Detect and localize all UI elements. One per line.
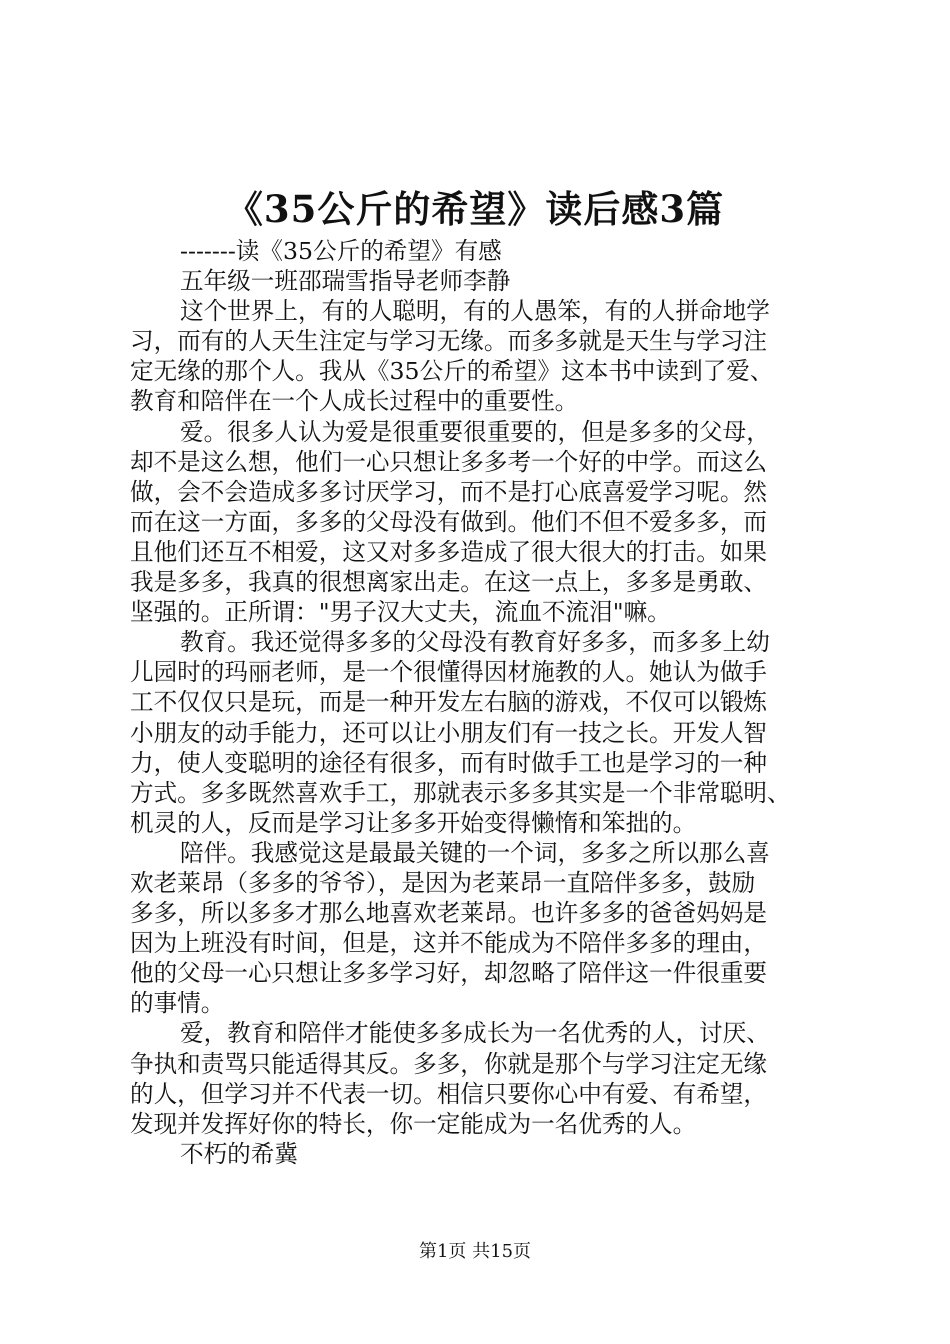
paragraph-line: 欢老莱昂（多多的爷爷），是因为老莱昂一直陪伴多多，鼓励 bbox=[130, 868, 756, 897]
paragraph-companionship bbox=[130, 838, 830, 1019]
paragraph-line: 习，而有的人天生注定与学习无缘。而多多就是天生与学习注 bbox=[130, 327, 768, 356]
paragraph-line: 机灵的人，反而是学习让多多开始变得懒惰和笨拙的。 bbox=[130, 808, 697, 837]
document-body bbox=[130, 236, 830, 1169]
paragraph-line: 而在这一方面，多多的父母没有做到。他们不但不爱多多，而 bbox=[130, 507, 768, 536]
paragraph-intro bbox=[130, 296, 830, 416]
paragraph-line: 做，会不会造成多多讨厌学习，而不是打心底喜爱学习呢。然 bbox=[130, 477, 768, 506]
paragraph-line: 的事情。 bbox=[130, 989, 225, 1018]
paragraph-line: 的人，但学习并不代表一切。相信只要你心中有爱、有希望， bbox=[130, 1079, 768, 1108]
byline: 五年级一班邵瑞雪指导老师李静 bbox=[180, 267, 511, 296]
paragraph-line: 坚强的。正所谓："男子汉大丈夫，流血不流泪"嘛。 bbox=[130, 598, 671, 627]
section-heading: 不朽的希冀 bbox=[180, 1139, 298, 1168]
paragraph-line: 教育和陪伴在一个人成长过程中的重要性。 bbox=[130, 387, 579, 416]
paragraph-line: 我是多多，我真的很想离家出走。在这一点上，多多是勇敢、 bbox=[130, 568, 768, 597]
paragraph-line: 发现并发挥好你的特长，你一定能成为一名优秀的人。 bbox=[130, 1109, 697, 1138]
paragraph-line: 力，使人变聪明的途径有很多，而有时做手工也是学习的一种 bbox=[130, 748, 768, 777]
paragraph-line: 方式。多多既然喜欢手工，那就表示多多其实是一个非常聪明、 bbox=[130, 778, 791, 807]
document-title: 《35公斤的希望》读后感3篇 bbox=[225, 187, 725, 231]
paragraph-education bbox=[130, 627, 830, 838]
paragraph-love bbox=[130, 417, 830, 628]
paragraph-line: 爱，教育和陪伴才能使多多成长为一名优秀的人，讨厌、 bbox=[180, 1019, 770, 1048]
paragraph-line: 争执和责骂只能适得其反。多多，你就是那个与学习注定无缘 bbox=[130, 1049, 768, 1078]
paragraph-line: 却不是这么想，他们一心只想让多多考一个好的中学。而这么 bbox=[130, 447, 768, 476]
paragraph-line: 小朋友的动手能力，还可以让小朋友们有一技之长。开发人智 bbox=[130, 718, 768, 747]
paragraph-line: 陪伴。我感觉这是最最关键的一个词，多多之所以那么喜 bbox=[180, 838, 770, 867]
paragraph-conclusion bbox=[130, 1018, 830, 1138]
paragraph-line: 儿园时的玛丽老师，是一个很懂得因材施教的人。她认为做手 bbox=[130, 658, 768, 687]
paragraph-line: 爱。很多人认为爱是很重要很重要的，但是多多的父母， bbox=[180, 417, 770, 446]
paragraph-line: 这个世界上，有的人聪明，有的人愚笨，有的人拼命地学 bbox=[180, 297, 770, 326]
paragraph-line: 多多，所以多多才那么地喜欢老莱昂。也许多多的爸爸妈妈是 bbox=[130, 899, 768, 928]
paragraph-line: 定无缘的那个人。我从《35公斤的希望》这本书中读到了爱、 bbox=[130, 357, 774, 386]
page-number: 第1页 共15页 bbox=[418, 1241, 532, 1262]
paragraph-line: 教育。我还觉得多多的父母没有教育好多多，而多多上幼 bbox=[180, 628, 770, 657]
paragraph-line: 因为上班没有时间，但是，这并不能成为不陪伴多多的理由， bbox=[130, 929, 768, 958]
paragraph-line: 且他们还互不相爱，这又对多多造成了很大很大的打击。如果 bbox=[130, 537, 768, 566]
subtitle: -------读《35公斤的希望》有感 bbox=[180, 237, 502, 265]
paragraph-line: 工不仅仅只是玩，而是一种开发左右脑的游戏，不仅可以锻炼 bbox=[130, 688, 768, 717]
paragraph-line: 他的父母一心只想让多多学习好，却忽略了陪伴这一件很重要 bbox=[130, 959, 768, 988]
